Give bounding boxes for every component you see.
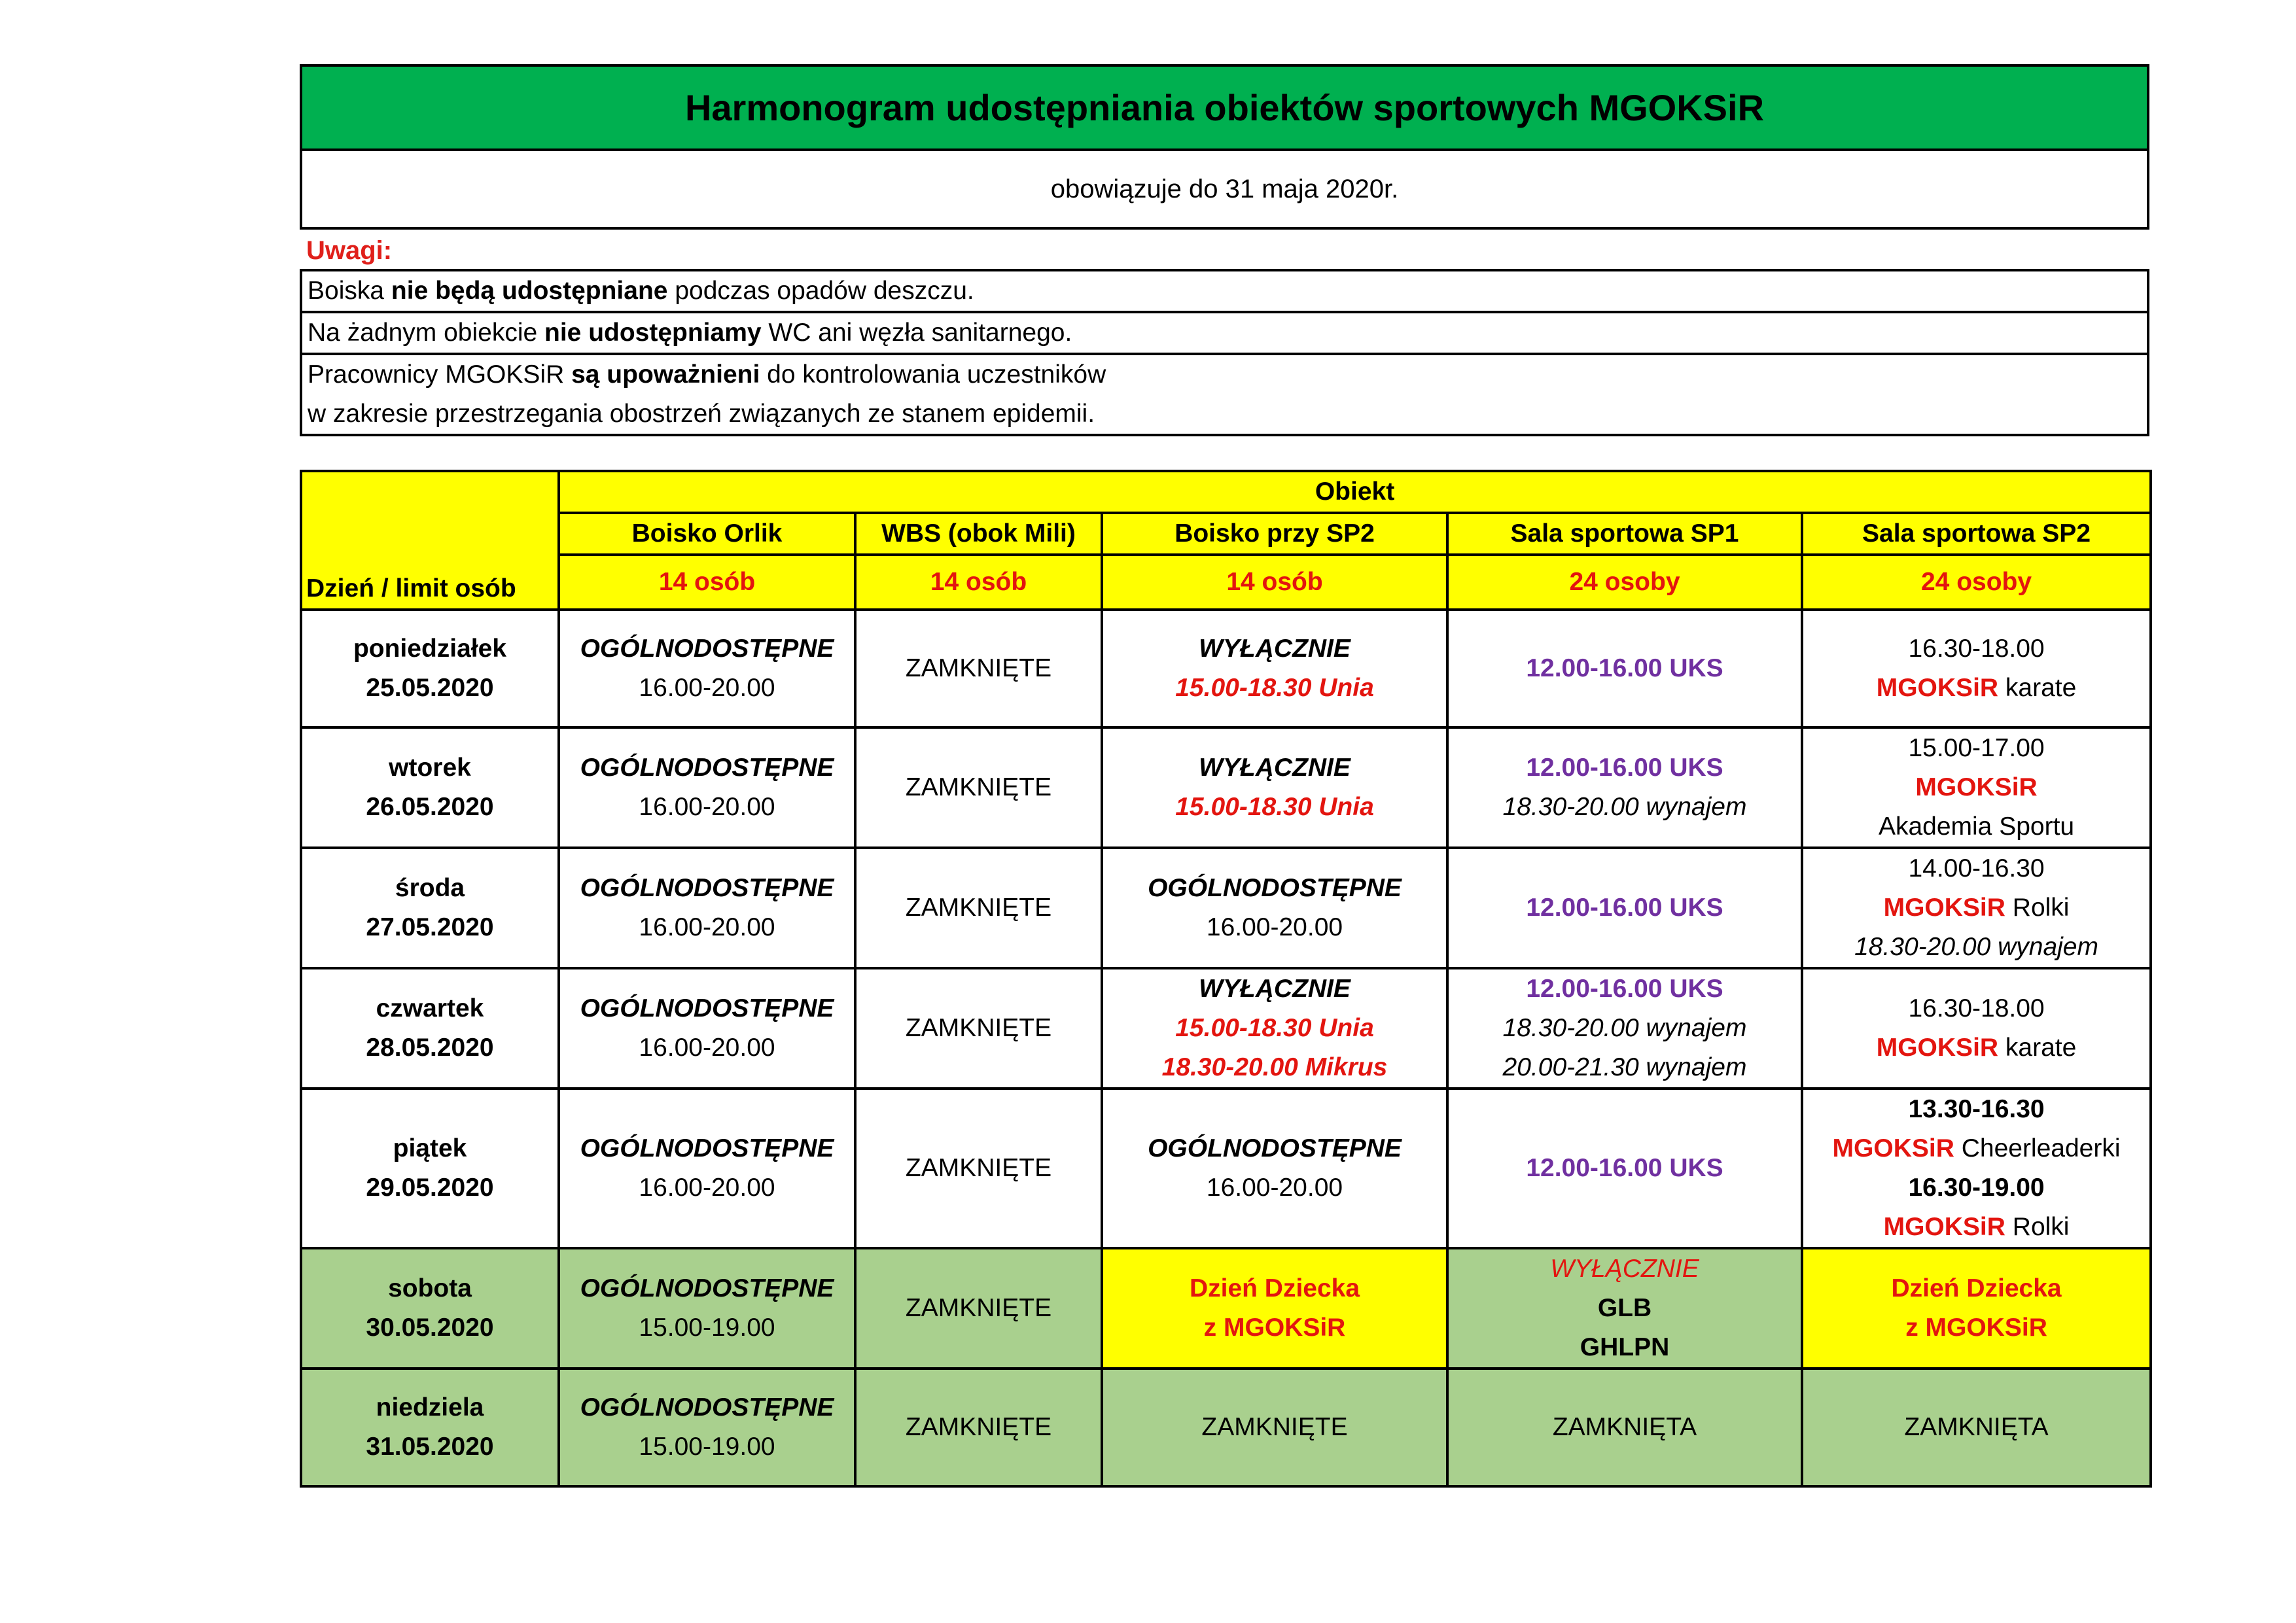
table-row (301, 968, 2151, 1089)
schedule-table (300, 470, 2152, 1488)
limit-sp2-field: 14 osób (1102, 555, 1447, 610)
table-row (301, 1248, 2151, 1369)
table-row (301, 610, 2151, 727)
notes-label: Uwagi: (306, 236, 393, 265)
header-row-venues (301, 513, 2151, 555)
day-cell: niedziela 31.05.2020 (301, 1369, 559, 1486)
limit-sp1-hall: 24 osoby (1447, 555, 1802, 610)
venue-header-sp2-field: Boisko przy SP2 (1102, 513, 1447, 555)
wbs-cell: ZAMKNIĘTE (855, 848, 1102, 968)
header-row-limits (301, 555, 2151, 610)
sp1-hall-cell: 12.00-16.00 UKS (1447, 848, 1802, 968)
orlik-cell: OGÓLNODOSTĘPNE 16.00-20.00 (559, 610, 855, 727)
table-row (301, 727, 2151, 848)
orlik-cell: OGÓLNODOSTĘPNE 16.00-20.00 (559, 727, 855, 848)
note-rain: Boiska nie będą udostępniane podczas opadów deszczu. (308, 277, 974, 305)
limit-orlik: 14 osób (559, 555, 855, 610)
orlik-cell: OGÓLNODOSTĘPNE 16.00-20.00 (559, 968, 855, 1089)
wbs-cell: ZAMKNIĘTE (855, 968, 1102, 1089)
wbs-cell: ZAMKNIĘTE (855, 1248, 1102, 1369)
schedule-sheet (300, 64, 2149, 436)
venue-group-header: Obiekt (559, 471, 2151, 513)
table-row (301, 1369, 2151, 1486)
sp2-hall-cell: 16.30-18.00 MGOKSiR karate (1802, 968, 2151, 1089)
corner-label: Dzień / limit osób (301, 471, 559, 610)
table-row (301, 1089, 2151, 1248)
notes-box (300, 269, 2149, 436)
sp2-hall-cell: 13.30-16.30 MGOKSiR Cheerleaderki 16.30-19.00 MGOKSiR Rolki (1802, 1089, 2151, 1248)
sp2-hall-cell: 14.00-16.30 MGOKSiR Rolki 18.30-20.00 wynajem (1802, 848, 2151, 968)
wbs-cell: ZAMKNIĘTE (855, 1089, 1102, 1248)
limit-sp2-hall: 24 osoby (1802, 555, 2151, 610)
sp2-hall-cell: ZAMKNIĘTA (1802, 1369, 2151, 1486)
header-row-group (301, 471, 2151, 513)
sp2-hall-cell: 15.00-17.00 MGOKSiR Akademia Sportu (1802, 727, 2151, 848)
orlik-cell: OGÓLNODOSTĘPNE 15.00-19.00 (559, 1369, 855, 1486)
day-cell: czwartek 28.05.2020 (301, 968, 559, 1089)
venue-header-wbs: WBS (obok Mili) (855, 513, 1102, 555)
sp1-hall-cell: WYŁĄCZNIE GLB GHLPN (1447, 1248, 1802, 1369)
orlik-cell: OGÓLNODOSTĘPNE 16.00-20.00 (559, 848, 855, 968)
sp2-field-cell: WYŁĄCZNIE 15.00-18.30 Unia (1102, 727, 1447, 848)
venue-header-sp1-hall: Sala sportowa SP1 (1447, 513, 1802, 555)
venue-header-sp2-hall: Sala sportowa SP2 (1802, 513, 2151, 555)
wbs-cell: ZAMKNIĘTE (855, 610, 1102, 727)
orlik-cell: OGÓLNODOSTĘPNE 16.00-20.00 (559, 1089, 855, 1248)
limit-wbs: 14 osób (855, 555, 1102, 610)
sp1-hall-cell: 12.00-16.00 UKS (1447, 1089, 1802, 1248)
title-box (300, 64, 2149, 230)
day-cell: piątek 29.05.2020 (301, 1089, 559, 1248)
page-title: Harmonogram udostępniania obiektów sportowych MGOKSiR (302, 67, 2147, 151)
sp1-hall-cell: 12.00-16.00 UKS (1447, 610, 1802, 727)
day-cell: sobota 30.05.2020 (301, 1248, 559, 1369)
sp2-field-cell: OGÓLNODOSTĘPNE 16.00-20.00 (1102, 848, 1447, 968)
sp2-field-cell: OGÓLNODOSTĘPNE 16.00-20.00 (1102, 1089, 1447, 1248)
sp2-field-cell: WYŁĄCZNIE 15.00-18.30 Unia (1102, 610, 1447, 727)
note-toilets: Na żadnym obiekcie nie udostępniamy WC ani węzła sanitarnego. (302, 311, 2147, 353)
sp2-field-cell: ZAMKNIĘTE (1102, 1369, 1447, 1486)
sp1-hall-cell: 12.00-16.00 UKS 18.30-20.00 wynajem 20.00-21.30 wynajem (1447, 968, 1802, 1089)
sp2-hall-cell: 16.30-18.00 MGOKSiR karate (1802, 610, 2151, 727)
sp2-field-cell: Dzień Dziecka z MGOKSiR (1102, 1248, 1447, 1369)
sp1-hall-cell: ZAMKNIĘTA (1447, 1369, 1802, 1486)
orlik-cell: OGÓLNODOSTĘPNE 15.00-19.00 (559, 1248, 855, 1369)
wbs-cell: ZAMKNIĘTE (855, 1369, 1102, 1486)
day-cell: środa 27.05.2020 (301, 848, 559, 968)
validity-note: obowiązuje do 31 maja 2020r. (1050, 174, 1399, 203)
sp2-field-cell: WYŁĄCZNIE 15.00-18.30 Unia 18.30-20.00 Mikrus (1102, 968, 1447, 1089)
venue-header-orlik: Boisko Orlik (559, 513, 855, 555)
sp1-hall-cell: 12.00-16.00 UKS 18.30-20.00 wynajem (1447, 727, 1802, 848)
note-staff: Pracownicy MGOKSiR są upoważnieni do kontrolowania uczestników w zakresie przestrzegania obostrzeń związanych ze stanem epidemii. (302, 353, 2147, 434)
table-row (301, 848, 2151, 968)
day-cell: poniedziałek 25.05.2020 (301, 610, 559, 727)
wbs-cell: ZAMKNIĘTE (855, 727, 1102, 848)
day-cell: wtorek 26.05.2020 (301, 727, 559, 848)
sp2-hall-cell: Dzień Dziecka z MGOKSiR (1802, 1248, 2151, 1369)
